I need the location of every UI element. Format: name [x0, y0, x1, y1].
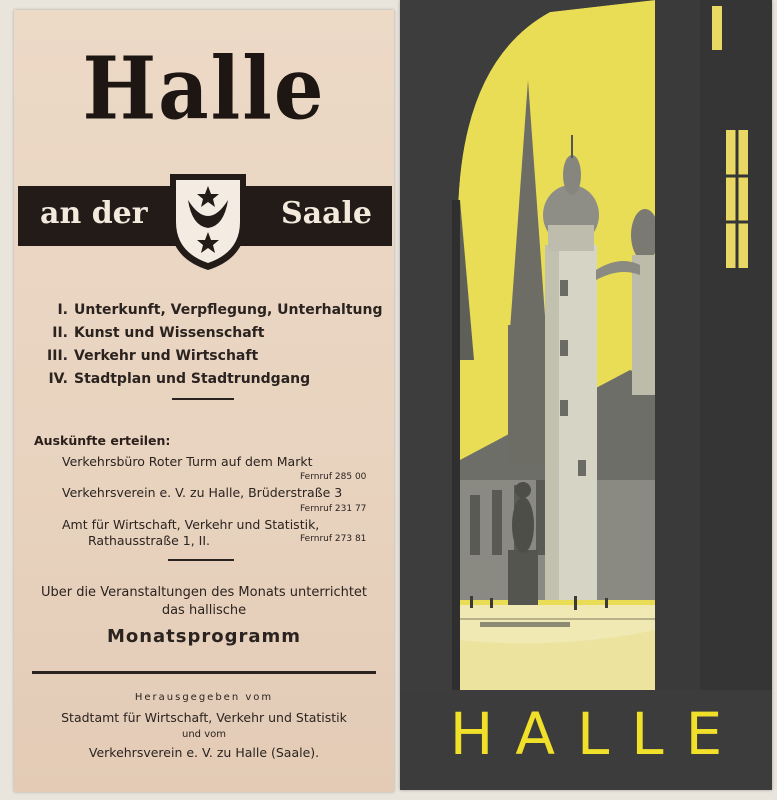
info-heading: Auskünfte erteilen:: [34, 433, 171, 448]
band-text-right: Saale: [280, 196, 372, 231]
city-illustration: [400, 0, 772, 790]
info-line: Verkehrsverein e. V. zu Halle, Brüderstraße 3: [62, 485, 343, 500]
publisher-line: Herausgegeben vom: [134, 692, 274, 703]
divider: [168, 559, 234, 561]
brochure-title: Halle: [82, 39, 326, 140]
list-item: II. Kunst und Wissenschaft: [52, 325, 265, 341]
info-line: Verkehrsbüro Roter Turm auf dem Markt: [62, 454, 313, 469]
poster-title: HALLE: [449, 700, 745, 768]
brochure-back-panel: [14, 10, 394, 792]
program-text: Uber die Veranstaltungen des Monats unterrichtet: [40, 585, 368, 600]
publisher-line: Stadtamt für Wirtschaft, Verkehr und Statistik: [61, 710, 347, 725]
list-item: III. Verkehr und Wirtschaft: [47, 348, 259, 364]
publisher-line: und vom: [182, 729, 226, 740]
phone-number: Fernruf 285 00: [300, 472, 367, 482]
program-title: Monatsprogramm: [106, 626, 302, 647]
list-item: IV. Stadtplan und Stadtrundgang: [48, 371, 311, 387]
info-line: Amt für Wirtschaft, Verkehr und Statistik,: [62, 517, 320, 532]
divider: [172, 398, 234, 400]
brochure-cover-panel: [400, 0, 772, 790]
publisher-line: Verkehrsverein e. V. zu Halle (Saale).: [88, 745, 320, 760]
divider: [32, 671, 376, 674]
phone-number: Fernruf 273 81: [300, 534, 367, 544]
contents-list: [40, 299, 382, 391]
band-text-left: an der: [40, 196, 148, 231]
list-item: I. Unterkunft, Verpflegung, Unterhaltung: [57, 302, 383, 318]
program-text: das hallische: [161, 603, 247, 618]
info-line: Rathausstraße 1, II.: [88, 533, 210, 548]
phone-number: Fernruf 231 77: [300, 504, 367, 514]
coat-of-arms-icon: [166, 170, 250, 274]
